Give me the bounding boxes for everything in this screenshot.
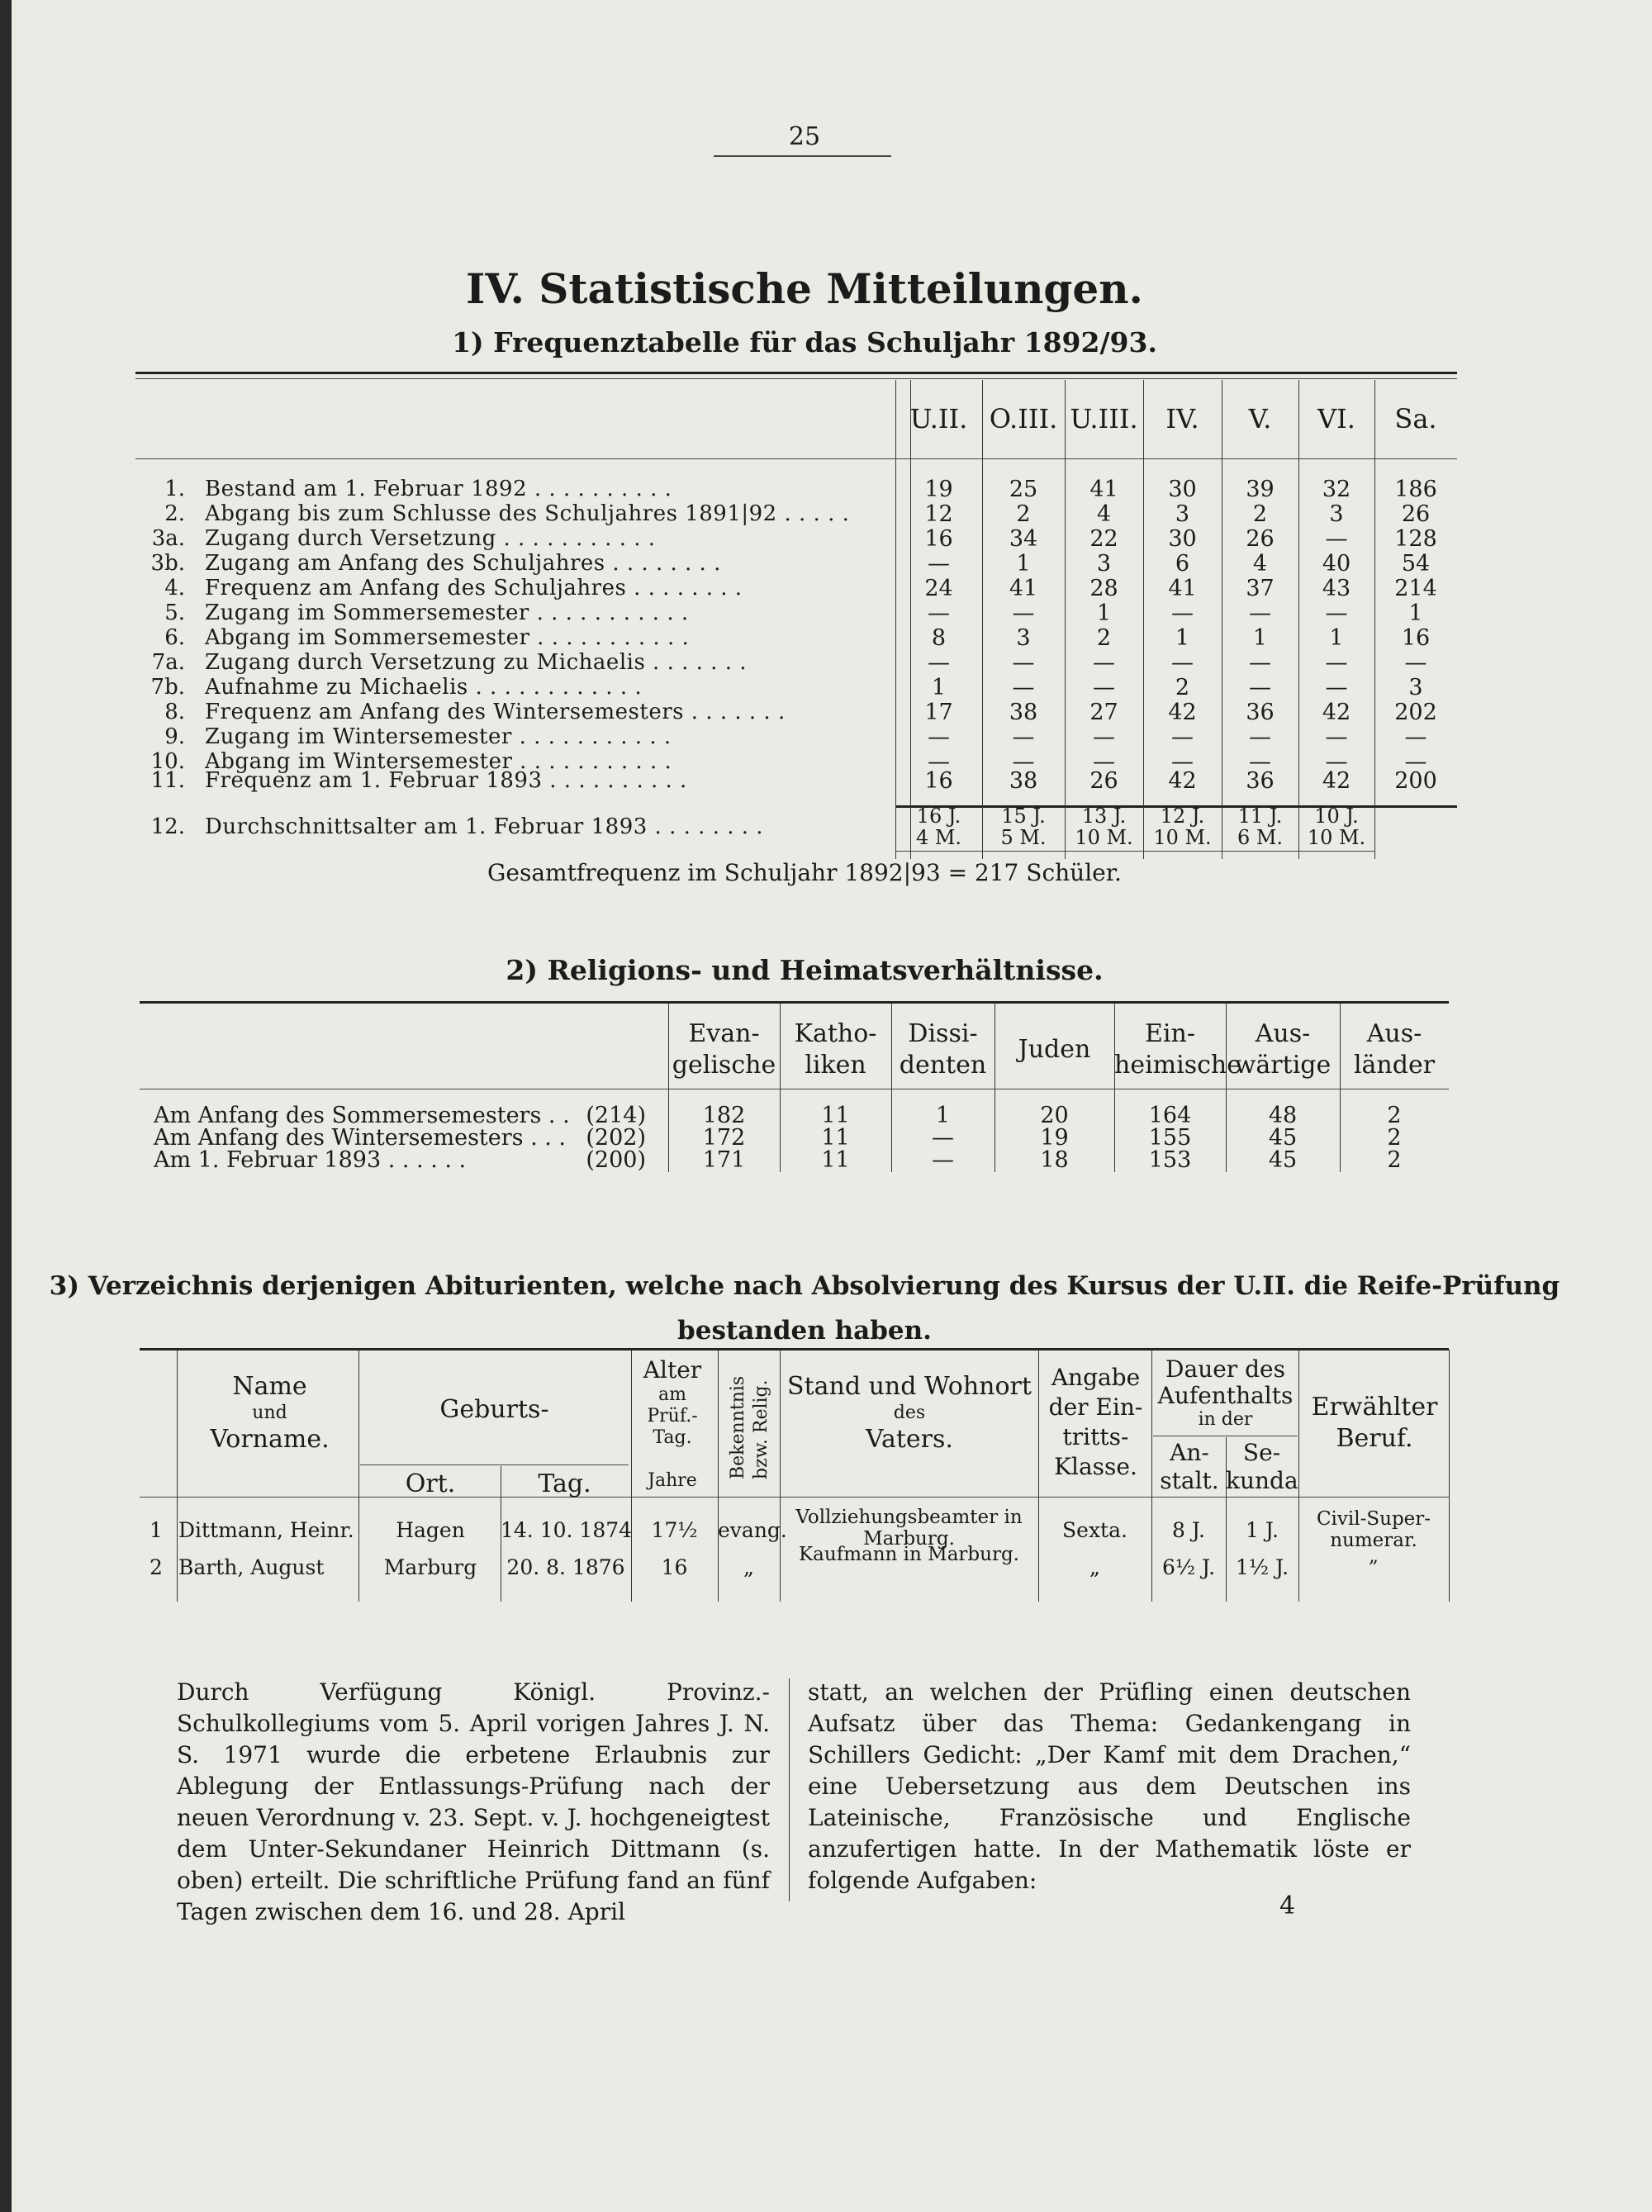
table1-cell: — (928, 650, 950, 676)
table1-row-label: Durchschnittsalter am 1. Februar 1893 . . . . . . . . (205, 814, 764, 839)
table1-cell: — (1325, 650, 1348, 676)
t3-name-header: Name und Vorname. (210, 1372, 330, 1454)
table1-cell: 3 (1408, 675, 1423, 700)
table1-cell: 41 (1089, 477, 1118, 502)
t3-jahre-header: Jahre (648, 1470, 697, 1491)
table1-cell: — (1325, 526, 1348, 552)
table1-cell: 30 (1168, 526, 1197, 552)
table1-cell: 3 (1175, 501, 1190, 527)
t3-ort: Hagen (396, 1518, 465, 1542)
table1-cell: 1 (1252, 625, 1268, 651)
table2-header-cell (1226, 1018, 1340, 1081)
table1-row-label: Zugang am Anfang des Schuljahres . . . . . . . . (205, 551, 721, 576)
scan-edge (0, 0, 12, 2212)
table1-cell: 36 (1246, 768, 1275, 794)
table1-row-label: Bestand am 1. Februar 1892 . . . . . . . . . . (205, 477, 672, 501)
table1-cell: 2 (1252, 501, 1268, 527)
table1-row-number: 9. (164, 724, 185, 749)
table1-cell: 16 (924, 768, 953, 794)
table1-cell: 12 (924, 501, 953, 527)
table1-header-cell: O.III. (989, 403, 1058, 434)
t3-geburts-header: Geburts- (439, 1395, 549, 1424)
table1-cell: 41 (1009, 576, 1038, 601)
t3-name: Dittmann, Heinr. (178, 1518, 354, 1542)
table2-cell: 45 (1268, 1147, 1298, 1173)
table1-cell: — (1249, 675, 1271, 700)
header-line1: Ein- (1145, 1019, 1195, 1048)
table1-cell: 40 (1322, 551, 1351, 577)
table1-row-number: 3a. (151, 526, 185, 551)
table1-cell: 19 (924, 477, 953, 502)
table1-average-cell (1065, 805, 1143, 848)
page-number: 25 (788, 122, 821, 151)
table1-cell: — (1012, 675, 1035, 700)
table2-cell: 2 (1387, 1103, 1402, 1128)
table1-cell: 41 (1168, 576, 1197, 601)
table1-cell: 27 (1089, 700, 1118, 725)
table1-header-cell: U.II. (909, 403, 968, 434)
table1-cell: — (1404, 749, 1427, 775)
t3-stand-line1: Vollziehungsbeamter in (795, 1507, 1023, 1528)
t3-tag-header: Tag. (538, 1469, 591, 1498)
table1-cell: 16 (924, 526, 953, 552)
t3-angabe-header: Angabe der Ein- tritts- Klasse. (1048, 1364, 1143, 1480)
table1-average-cell (1222, 805, 1298, 848)
header-line1: Evan- (688, 1019, 760, 1048)
average-years: 12 J. (1160, 805, 1205, 828)
table1-cell: — (1325, 724, 1348, 750)
table1-cell: 2 (1175, 675, 1190, 700)
table1-cell: — (1093, 749, 1115, 775)
table1-cell: 1 (1408, 600, 1423, 626)
t3-klasse: Sexta. (1062, 1518, 1127, 1542)
table2-cell: 171 (702, 1147, 746, 1173)
table1-header-cell: Sa. (1394, 403, 1437, 434)
table1-row-number: 8. (164, 700, 185, 724)
table2-cell: 1 (935, 1103, 951, 1128)
average-months: 4 M. (915, 826, 962, 849)
table1-row-number: 1. (164, 477, 185, 501)
table1-cell: — (1249, 724, 1271, 750)
table2-row-label: Am Anfang des Wintersemesters . . . (154, 1125, 567, 1151)
t3-beruf-line1: „ (1369, 1545, 1379, 1567)
t3-row-number: 1 (150, 1518, 163, 1542)
table2-header-cell (1114, 1018, 1241, 1081)
table2-header-cell (891, 1018, 995, 1081)
header-line2: länder (1353, 1051, 1436, 1080)
table2-cell: 20 (1040, 1103, 1069, 1128)
table1-header-cell: U.III. (1070, 403, 1138, 434)
table1-cell: — (1249, 749, 1271, 775)
table1-cell: — (1249, 600, 1271, 626)
table3-column-line (177, 1350, 178, 1602)
table1-cell: — (1325, 675, 1348, 700)
t3-dauer-header: Dauer des Aufenthalts in der (1157, 1355, 1294, 1430)
table1-cell: 38 (1009, 768, 1038, 794)
table1-cell: 3 (1096, 551, 1112, 577)
t3-tag: 20. 8. 1876 (506, 1555, 625, 1579)
paragraph-divider (789, 1678, 790, 1901)
t3-anstalt-header: An- stalt. (1160, 1439, 1219, 1494)
t3-ort: Marburg (383, 1555, 477, 1579)
table1-cell: — (1012, 724, 1035, 750)
t3-stand-line2: Marburg. (863, 1528, 955, 1550)
table1-cell: 16 (1401, 625, 1431, 651)
header-line2: denten (899, 1051, 987, 1080)
table1-cell: 202 (1394, 700, 1437, 725)
table1-cell: 37 (1246, 576, 1275, 601)
t3-anstalt: 6½ J. (1161, 1555, 1216, 1579)
table1-row-label: Aufnahme zu Michaelis . . . . . . . . . . . . (205, 675, 643, 700)
table1-row-number: 7a. (151, 650, 185, 675)
header-line1: Dissi- (908, 1019, 978, 1048)
table1-cell: — (1093, 675, 1115, 700)
table1-cell: — (1093, 724, 1115, 750)
table2-cell: 164 (1148, 1103, 1192, 1128)
table2-cell: 18 (1040, 1147, 1069, 1173)
table2-cell: — (932, 1147, 954, 1173)
header-line2: liken (805, 1051, 866, 1080)
table1-cell: 42 (1322, 700, 1351, 725)
section3-title-line2: bestanden haben. (677, 1316, 932, 1346)
table1-cell: 32 (1322, 477, 1351, 502)
table1-row-label: Abgang im Sommersemester . . . . . . . . . . . (205, 625, 690, 650)
table1-average-cell (1298, 805, 1374, 848)
table1-row-number: 5. (164, 600, 185, 625)
table1-cell: 26 (1401, 501, 1431, 527)
table2-cell: 11 (821, 1125, 850, 1151)
header-line2: heimische (1114, 1051, 1241, 1080)
paragraph-right: statt, an welchen der Prüfling einen deutschen Aufsatz über das Thema: Gedankengang in Schillers Gedicht: „Der Kamf mit dem Drachen,“ eine Uebersetzung aus dem Deutschen ins Lateinische, Französische und Englische anzufertigen hatte. In der Mathematik löste er folgende Aufgaben: (808, 1678, 1411, 1894)
average-years: 13 J. (1081, 805, 1127, 828)
table1-cell: — (1171, 724, 1194, 750)
table1-row-number: 12. (150, 814, 185, 839)
table1-cell: 39 (1246, 477, 1275, 502)
average-months: 10 M. (1153, 826, 1212, 849)
t3-sekunda: 1½ J. (1235, 1555, 1289, 1579)
table1-cell: — (1012, 600, 1035, 626)
t3-bekenntnis-line1: Bekenntnis (728, 1375, 748, 1479)
table1-header-rule (135, 458, 1457, 459)
t3-stand-header: Stand und Wohnort des Vaters. (787, 1372, 1032, 1454)
table2-header-cell (780, 1018, 891, 1081)
table1-cell: — (928, 724, 950, 750)
table1-cell: — (1404, 724, 1427, 750)
t3-name: Barth, August (178, 1555, 325, 1579)
header-line1: Juden (1018, 1035, 1091, 1064)
average-years: 11 J. (1237, 805, 1283, 828)
table2-cell: 11 (821, 1147, 850, 1173)
t3-alter-header: Alter am Prüf.- Tag. (643, 1356, 702, 1448)
table1-cell: 214 (1394, 576, 1437, 601)
t3-beruf-line2: numerar. (1330, 1530, 1417, 1551)
table1-cell: 186 (1394, 477, 1437, 502)
average-years: 16 J. (916, 805, 961, 828)
table1-row-label: Zugang im Sommersemester . . . . . . . . . . . (205, 600, 689, 625)
table1-cell: — (1325, 600, 1348, 626)
table1-cell: — (1171, 600, 1194, 626)
table2-header-cell (1340, 1018, 1449, 1081)
table1-row-label: Frequenz am 1. Februar 1893 . . . . . . . . . . (205, 768, 687, 793)
table1-cell: 8 (931, 625, 947, 651)
t3-bekenntnis: evang. (718, 1518, 787, 1542)
table1-cell: 4 (1096, 501, 1112, 527)
table1-cell: 6 (1175, 551, 1190, 577)
table1-header-cell: IV. (1165, 403, 1199, 434)
table2-row-total: (200) (586, 1147, 646, 1173)
table1-average-cell (982, 805, 1065, 848)
table1-row-number: 4. (164, 576, 185, 600)
average-months: 10 M. (1307, 826, 1366, 849)
table1-row-label: Zugang durch Versetzung . . . . . . . . . . . (205, 526, 656, 551)
table1-cell: 34 (1009, 526, 1038, 552)
table2-cell: 45 (1268, 1125, 1298, 1151)
table1-average-cell (895, 805, 982, 848)
header-line1: Katho- (794, 1019, 877, 1048)
table1-average-cell (1143, 805, 1222, 848)
header-line2: wärtige (1234, 1051, 1332, 1080)
table1-row-number: 11. (150, 768, 185, 793)
table2-cell: — (932, 1125, 954, 1151)
t3-beruf (1298, 1545, 1449, 1567)
table2-row-label: Am Anfang des Sommersemesters . . (154, 1103, 570, 1128)
average-months: 5 M. (1000, 826, 1047, 849)
table3-top-rule (140, 1348, 1449, 1350)
table2-cell: 182 (702, 1103, 746, 1128)
table1-cell: 200 (1394, 768, 1437, 794)
table1-cell: 54 (1401, 551, 1431, 577)
table2-row-label: Am 1. Februar 1893 . . . . . . (154, 1147, 467, 1173)
t3-sekunda: 1 J. (1246, 1518, 1279, 1542)
table1-row-number: 2. (164, 501, 185, 526)
table1-cell: 17 (924, 700, 953, 725)
table1-cell: 128 (1394, 526, 1437, 552)
table1-cell: — (1171, 749, 1194, 775)
section1-title: 1) Frequenztabelle für das Schuljahr 1892/93. (452, 326, 1157, 358)
table2-cell: 2 (1387, 1147, 1402, 1173)
table2-cell: 11 (821, 1103, 850, 1128)
table1-cell: 42 (1168, 700, 1197, 725)
table1-cell: — (1093, 650, 1115, 676)
table1-top-rule (135, 372, 1457, 374)
t3-alter: 16 (661, 1555, 688, 1579)
table1-cell: 2 (1096, 625, 1112, 651)
t3-sekunda-header: Se- kunda (1226, 1439, 1298, 1494)
table1-top-rule-2 (135, 378, 1457, 379)
table1-row-number: 10. (150, 749, 185, 774)
table2-header-cell (668, 1018, 780, 1081)
header-line1: Aus- (1255, 1019, 1311, 1048)
table1-cell: 26 (1089, 768, 1118, 794)
table2-header-cell (995, 1034, 1114, 1066)
table1-cell: — (1249, 650, 1271, 676)
table1-cell: 26 (1246, 526, 1275, 552)
table2-row-total: (202) (586, 1125, 646, 1151)
table1-cell: 30 (1168, 477, 1197, 502)
table1-cell: — (928, 600, 950, 626)
table3-column-line (1449, 1350, 1450, 1602)
average-years: 10 J. (1314, 805, 1359, 828)
table1-header-cell: VI. (1317, 403, 1355, 434)
table3-column-line (358, 1350, 359, 1602)
total-frequency: Gesamtfrequenz im Schuljahr 1892|93 = 217 Schüler. (487, 859, 1122, 886)
t3-row-number: 2 (150, 1555, 163, 1579)
t3-tag: 14. 10. 1874 (501, 1518, 633, 1542)
table1-cell: 25 (1009, 477, 1038, 502)
table2-top-rule (140, 1001, 1449, 1004)
table1-cell: 1 (931, 675, 947, 700)
average-months: 10 M. (1075, 826, 1133, 849)
table2-row-total: (214) (586, 1103, 646, 1128)
table1-cell: 22 (1089, 526, 1118, 552)
table1-cell: 1 (1329, 625, 1344, 651)
table1-cell: 42 (1168, 768, 1197, 794)
table1-cell: 24 (924, 576, 953, 601)
table1-cell: — (1404, 650, 1427, 676)
table1-row-number: 3b. (150, 551, 185, 576)
page-number-rule (714, 155, 891, 157)
table1-row-label: Zugang im Wintersemester . . . . . . . . . . . (205, 724, 672, 749)
table1-row-label: Abgang im Wintersemester . . . . . . . . . . . (205, 749, 672, 774)
table1-row-label: Abgang bis zum Schlusse des Schuljahres 1891|92 . . . . . (205, 501, 850, 526)
table3-geburts-subrule (360, 1464, 629, 1465)
table2-cell: 48 (1268, 1103, 1298, 1128)
document-page (12, 0, 1652, 2212)
table1-cell: — (1012, 749, 1035, 775)
header-line1: Aus- (1366, 1019, 1422, 1048)
table1-cell: 3 (1329, 501, 1344, 527)
table1-cell: 36 (1246, 700, 1275, 725)
table1-cell: — (1325, 749, 1348, 775)
t3-stand (780, 1544, 1038, 1565)
header-line2: gelische (672, 1051, 776, 1080)
table1-row-label: Frequenz am Anfang des Wintersemesters . . . . . . . (205, 700, 786, 724)
table1-cell: — (1171, 650, 1194, 676)
main-title: IV. Statistische Mitteilungen. (466, 264, 1143, 313)
table1-cell: 1 (1016, 551, 1031, 577)
t3-beruf-header: Erwählter Beruf. (1311, 1393, 1438, 1453)
table2-cell: 19 (1040, 1125, 1069, 1151)
table1-bottom-rule (895, 851, 1374, 852)
table1-row-number: 7b. (150, 675, 185, 700)
table1-row-label: Frequenz am Anfang des Schuljahres . . . . . . . . (205, 576, 743, 600)
table2-cell: 153 (1148, 1147, 1192, 1173)
table2-cell: 155 (1148, 1125, 1192, 1151)
section2-title: 2) Religions- und Heimatsverhältnisse. (506, 954, 1104, 986)
table1-row-label: Zugang durch Versetzung zu Michaelis . . . . . . . (205, 650, 747, 675)
section3-title (12, 1264, 1597, 1353)
table1-row-number: 6. (164, 625, 185, 650)
t3-anstalt: 8 J. (1172, 1518, 1205, 1542)
table1-cell: 4 (1252, 551, 1268, 577)
t3-bekenntnis: „ (743, 1555, 754, 1579)
average-months: 6 M. (1237, 826, 1284, 849)
table1-cell: 28 (1089, 576, 1118, 601)
t3-ort-header: Ort. (405, 1469, 456, 1498)
table1-cell: 3 (1016, 625, 1031, 651)
section3-title-line1: 3) Verzeichnis derjenigen Abiturienten, welche nach Absolvierung des Kursus der U.II. die Reife-Prüfung (49, 1271, 1560, 1301)
table1-cell: 1 (1175, 625, 1190, 651)
table2-cell: 2 (1387, 1125, 1402, 1151)
table3-header-rule (140, 1497, 1449, 1498)
table1-header-cell: V. (1248, 403, 1272, 434)
t3-stand-line1: Kaufmann in Marburg. (799, 1544, 1019, 1565)
page-signature: 4 (1279, 1892, 1296, 1920)
t3-alter: 17½ (651, 1518, 698, 1542)
table2-cell: 172 (702, 1125, 746, 1151)
t3-klasse: „ (1089, 1555, 1100, 1579)
average-years: 15 J. (1001, 805, 1046, 828)
table1-cell: 2 (1016, 501, 1031, 527)
table1-cell: 1 (1096, 600, 1112, 626)
t3-beruf-line1: Civil-Super- (1316, 1508, 1431, 1530)
table1-cell: — (928, 551, 950, 577)
paragraph-left: Durch Verfügung Königl. Provinz.-Schulkollegiums vom 5. April vorigen Jahres J. N. S. 1971 wurde die erbetene Erlaubnis zur Ablegung der Entlassungs-Prüfung nach der neuen Verordnung v. 23. Sept. v. J. hochgeneigtest dem Unter-Sekundaner Heinrich Dittmann (s. oben) erteilt. Die schriftliche Prüfung fand an fünf Tagen zwischen dem 16. und 28. April (177, 1678, 770, 1925)
table1-cell: 42 (1322, 768, 1351, 794)
table1-cell: 38 (1009, 700, 1038, 725)
t3-bekenntnis-header (720, 1359, 778, 1483)
table1-cell: 43 (1322, 576, 1351, 601)
table1-cell: — (1012, 650, 1035, 676)
t3-bekenntnis-line2: bzw. Relig. (751, 1379, 771, 1479)
table1-cell: — (928, 749, 950, 775)
